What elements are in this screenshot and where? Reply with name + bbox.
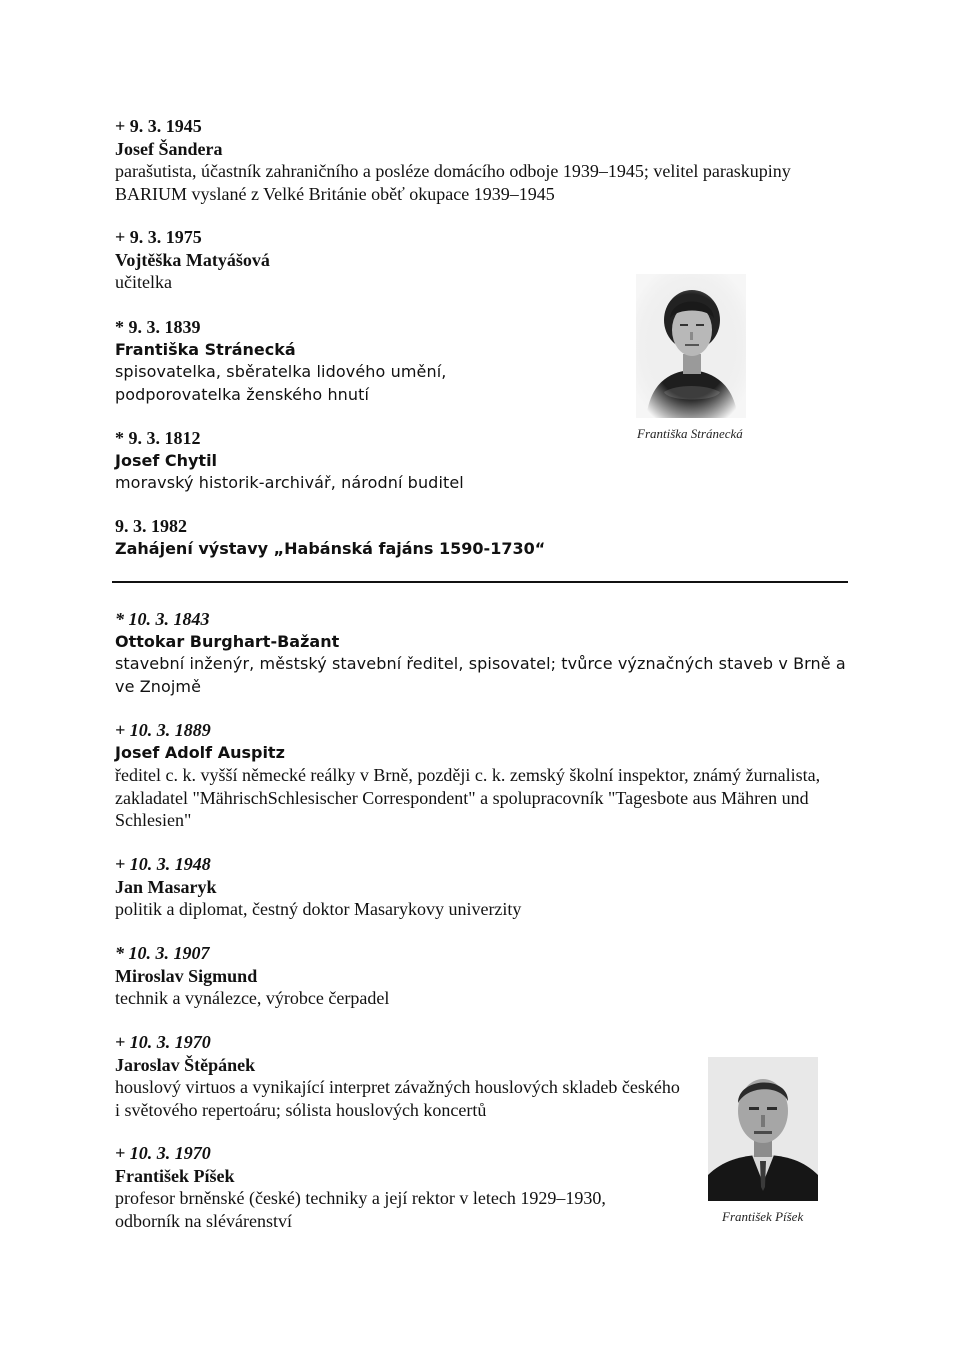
entry-description: spisovatelka, sběratelka lidového umění, podporovatelka ženského hnutí — [115, 362, 447, 404]
entry-date: + 10. 3. 1970 — [115, 1032, 211, 1052]
entry-pisek — [115, 1142, 675, 1232]
entry-name: Ottokar Burghart-Bažant — [115, 631, 340, 651]
portrait-man-photo — [708, 1057, 818, 1201]
portrait-woman-icon — [636, 274, 746, 418]
entry-name: Jaroslav Štěpánek — [115, 1054, 256, 1075]
entry-name: Miroslav Sigmund — [115, 965, 258, 986]
entry-date: + 10. 3. 1970 — [115, 1143, 211, 1163]
entry-sigmund — [115, 942, 715, 1010]
entry-sandera — [115, 115, 855, 205]
entry-description: učitelka — [115, 272, 172, 292]
entry-date: + 10. 3. 1889 — [115, 720, 211, 740]
entry-date: * 10. 3. 1907 — [115, 943, 210, 963]
entry-burghart-bazant — [115, 608, 855, 698]
entry-description: ředitel c. k. vyšší německé reálky v Brně, později c. k. zemský školní inspektor, známý žurnalista, zakladatel "MährischSchlesischer Correspondent" a spolupracovník "Tagesbote aus Mähren und Schlesien" — [115, 765, 821, 830]
entry-name: Zahájení výstavy „Habánská fajáns 1590-1730“ — [115, 538, 546, 558]
entry-date: 9. 3. 1982 — [115, 516, 187, 536]
entry-name: František Píšek — [115, 1165, 235, 1186]
entry-matyasova — [115, 226, 615, 294]
entry-date: + 10. 3. 1948 — [115, 854, 211, 874]
entry-description: profesor brněnské (české) techniky a její rektor v letech 1929–1930, odborník na slévárenství — [115, 1188, 606, 1231]
entry-masaryk — [115, 853, 715, 921]
entry-date: * 9. 3. 1839 — [115, 317, 201, 337]
entry-description: politik a diplomat, čestný doktor Masarykovy univerzity — [115, 899, 522, 919]
entry-date: * 10. 3. 1843 — [115, 609, 210, 629]
photo-caption: František Píšek — [722, 1209, 804, 1224]
entry-date: * 9. 3. 1812 — [115, 428, 201, 448]
entry-name: Františka Stránecká — [115, 339, 296, 359]
portrait-woman-photo — [636, 274, 746, 418]
entry-name: Jan Masaryk — [115, 876, 217, 897]
entry-chytil — [115, 427, 615, 495]
entry-description: stavební inženýr, městský stavební ředitel, spisovatel; tvůrce význačných staveb v Brně a ve Znojmě — [115, 654, 846, 696]
entry-stranecka — [115, 316, 575, 406]
entry-date: + 9. 3. 1945 — [115, 116, 202, 136]
portrait-man-icon — [708, 1057, 818, 1201]
entry-name: Josef Chytil — [115, 450, 218, 470]
entry-description: moravský historik-archivář, národní buditel — [115, 473, 464, 492]
entry-description: parašutista, účastník zahraničního a posléze domácího odboje 1939–1945; velitel paraskupiny BARIUM vyslané z Velké Británie oběť okupace 1939–1945 — [115, 161, 791, 204]
photo-caption: Františka Stránecká — [637, 426, 743, 441]
entry-name: Vojtěška Matyášová — [115, 249, 270, 270]
entry-stepanek — [115, 1031, 685, 1121]
entry-name: Josef Adolf Auspitz — [115, 742, 285, 762]
entry-description: houslový virtuos a vynikající interpret závažných houslových skladeb českého i světového repertoáru; sólista houslových koncertů — [115, 1077, 680, 1120]
entry-date: + 9. 3. 1975 — [115, 227, 202, 247]
entry-description: technik a vynálezce, výrobce čerpadel — [115, 988, 390, 1008]
entry-vystava — [115, 515, 675, 560]
section-divider — [112, 581, 848, 583]
entry-auspitz — [115, 719, 835, 832]
entry-name: Josef Šandera — [115, 138, 223, 159]
